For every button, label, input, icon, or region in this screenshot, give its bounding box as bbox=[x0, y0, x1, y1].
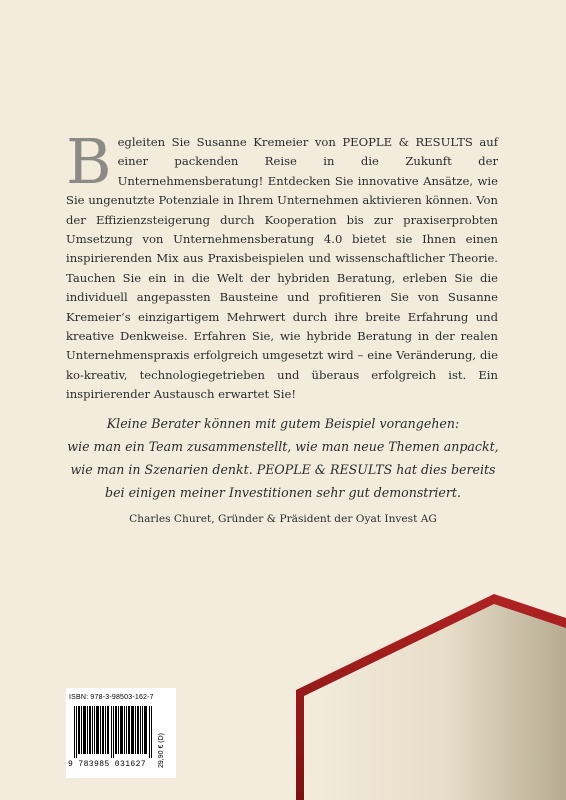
barcode-box bbox=[66, 688, 176, 778]
price-label: 29,90 € (D) bbox=[158, 732, 165, 768]
drop-cap: B bbox=[66, 125, 112, 198]
roof-red-outline bbox=[296, 594, 566, 800]
ean-digits: 9 783985 031627 bbox=[68, 760, 147, 769]
quote-line: Kleine Berater können mit gutem Beispiel vorangehen: bbox=[106, 416, 460, 431]
quote-line: wie man in Szenarien denkt. PEOPLE & RESULTS hat dies bereits bbox=[70, 462, 496, 477]
house-wall-shade bbox=[302, 598, 566, 800]
quote-line: wie man ein Team zusammenstellt, wie man neue Themen anpackt, bbox=[67, 439, 499, 454]
testimonial-quote bbox=[66, 412, 500, 504]
quote-attribution: Charles Churet, Gründer & Präsident der Oyat Invest AG bbox=[129, 513, 437, 525]
quote-line: bei einigen meiner Investitionen sehr gut demonstriert. bbox=[105, 485, 461, 500]
blurb-paragraph: egleiten Sie Susanne Kremeier von PEOPLE & RESULTS auf einer packenden Reise in die Zukunft der Unternehmensberatung! Entdecken Sie innovative Ansätze, wie Sie ungenutzte Potenziale in Ihrem Unternehmen aktivieren können. Von der Effizienzsteigerung durch Kooperation bis zur praxiserprobten Umsetzung von Unternehmensberatung 4.0 bietet sie Ihnen einen inspirierenden Mix aus Praxisbeispielen und wissenschaftlicher Theorie. Tauchen Sie ein in die Welt der hybriden Beratung, erleben Sie die individuell angepassten Bausteine und profitieren Sie von Susanne Kremeier‘s einzigartigem Mehrwert durch ihre breite Erfahrung und kreative Denkweise. Erfahren Sie, wie hybride Beratung in der realen Unternehmenspraxis erfolgreich umgesetzt wird – eine Veränderung, die ko-kreativ, technologiegetrieben und überaus erfolgreich ist. Ein inspirierender Austausch erwartet Sie! bbox=[66, 135, 498, 402]
blurb-text bbox=[66, 125, 498, 405]
barcode-bars bbox=[74, 706, 154, 758]
isbn-label: ISBN: 978-3-98503-162-7 bbox=[69, 694, 154, 701]
